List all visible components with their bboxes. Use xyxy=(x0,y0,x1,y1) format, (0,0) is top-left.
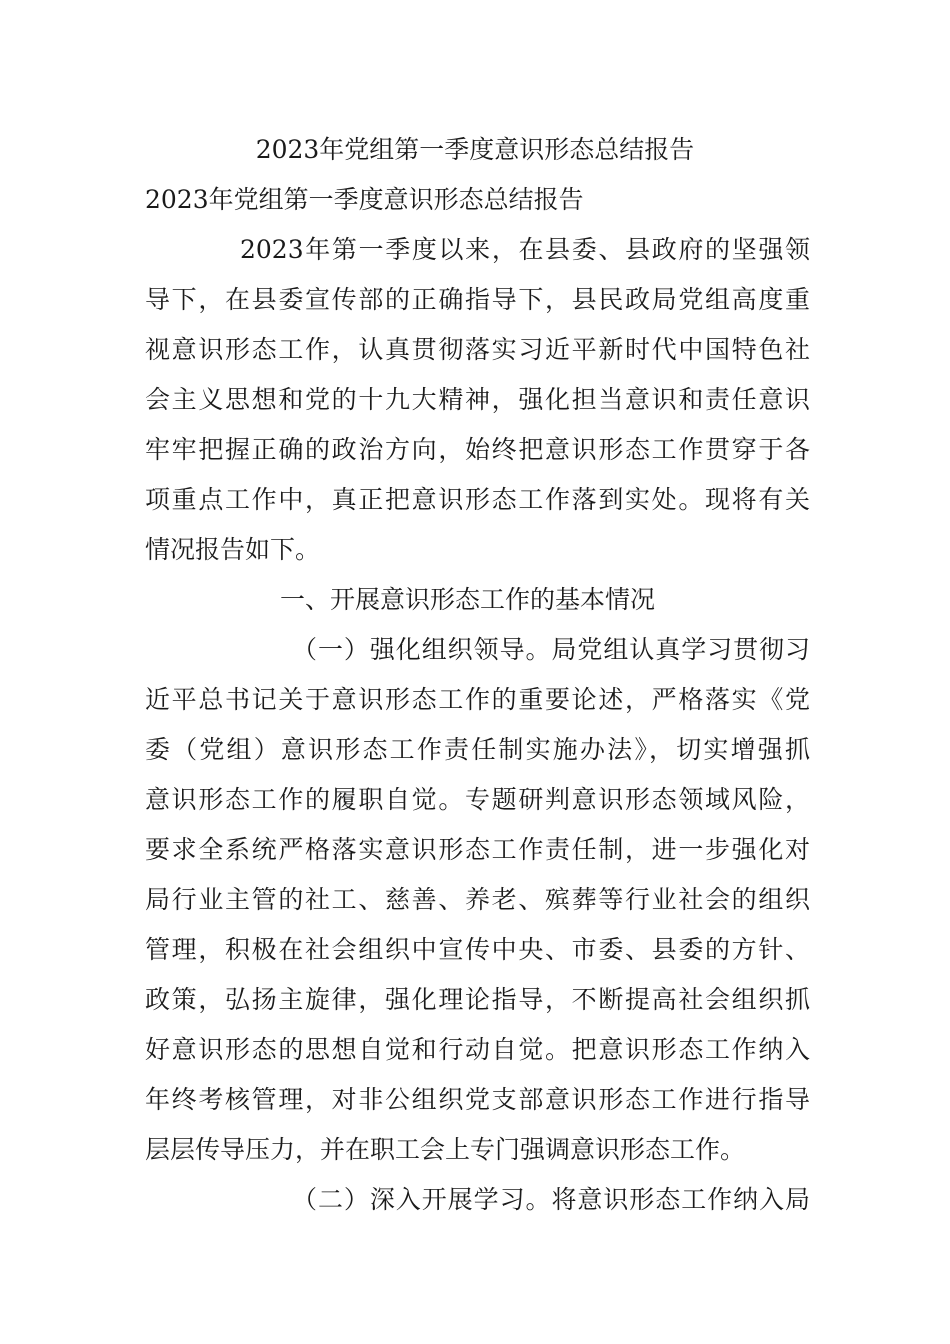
paragraph-line: 好意识形态的思想自觉和行动自觉。把意识形态工作纳入 xyxy=(145,1035,810,1064)
paragraph-line: 局行业主管的社工、慈善、养老、殡葬等行业社会的组织 xyxy=(145,885,810,914)
paragraph-line: 政策，弘扬主旋律，强化理论指导，不断提高社会组织抓 xyxy=(145,985,810,1014)
paragraph-line: （一）强化组织领导。局党组认真学习贯彻习 xyxy=(292,635,810,664)
paragraph-line: 层层传导压力，并在职工会上专门强调意识形态工作。 xyxy=(145,1135,746,1164)
document-subtitle: 2023年党组第一季度意识形态总结报告 xyxy=(145,185,584,214)
paragraph-line: （二）深入开展学习。将意识形态工作纳入局 xyxy=(292,1185,810,1214)
paragraph-line: 年终考核管理，对非公组织党支部意识形态工作进行指导 xyxy=(145,1085,810,1114)
paragraph-line: 会主义思想和党的十九大精神，强化担当意识和责任意识 xyxy=(145,385,810,414)
paragraph-line: 委（党组）意识形态工作责任制实施办法》，切实增强抓 xyxy=(145,735,810,764)
paragraph-line: 2023年第一季度以来，在县委、县政府的坚强领 xyxy=(240,235,810,264)
paragraph-line: 管理，积极在社会组织中宣传中央、市委、县委的方针、 xyxy=(145,935,810,964)
paragraph-line: 项重点工作中，真正把意识形态工作落到实处。现将有关 xyxy=(145,485,810,514)
paragraph-line: 牢牢把握正确的政治方向，始终把意识形态工作贯穿于各 xyxy=(145,435,810,464)
paragraph-line: 视意识形态工作，认真贯彻落实习近平新时代中国特色社 xyxy=(145,335,810,364)
paragraph-line: 要求全系统严格落实意识形态工作责任制，进一步强化对 xyxy=(145,835,810,864)
paragraph-line: 意识形态工作的履职自觉。专题研判意识形态领域风险， xyxy=(145,785,810,814)
document-title: 2023年党组第一季度意识形态总结报告 xyxy=(255,135,695,164)
paragraph-line: 情况报告如下。 xyxy=(145,535,321,564)
section-heading: 一、开展意识形态工作的基本情况 xyxy=(280,585,656,614)
paragraph-line: 导下，在县委宣传部的正确指导下，县民政局党组高度重 xyxy=(145,285,810,314)
paragraph-line: 近平总书记关于意识形态工作的重要论述，严格落实《党 xyxy=(145,685,810,714)
